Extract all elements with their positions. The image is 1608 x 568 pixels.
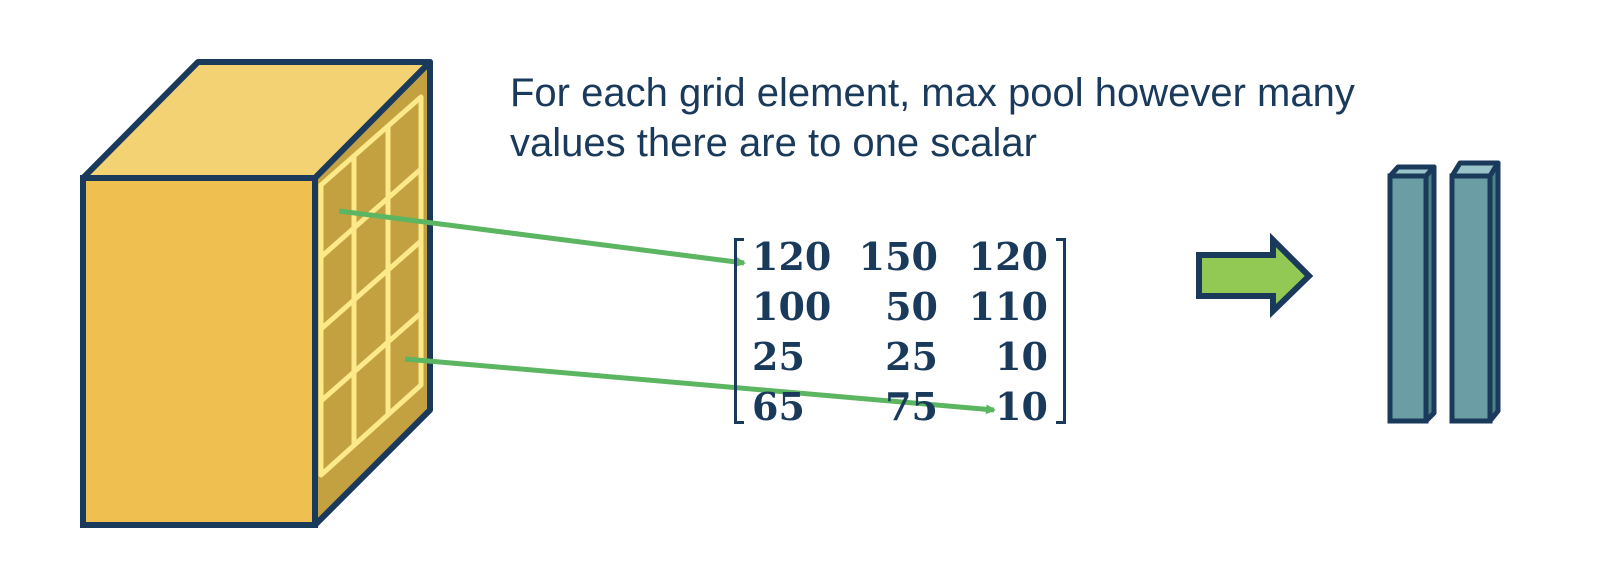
output-bar-2	[1452, 163, 1498, 421]
matrix-cell: 25	[752, 334, 805, 379]
slide-caption	[510, 68, 1490, 168]
matrix-cell: 120	[752, 234, 832, 279]
matrix-cell: 65	[752, 384, 805, 429]
matrix-cell: 150	[858, 234, 938, 279]
matrix-cell: 10	[995, 334, 1048, 379]
matrix-row	[752, 332, 1048, 382]
matrix-cell: 10	[995, 384, 1048, 429]
matrix-cell: 110	[968, 284, 1048, 329]
matrix-cell: 50	[885, 284, 938, 329]
matrix-cell: 75	[885, 384, 938, 429]
pooled-matrix	[734, 232, 1066, 428]
matrix-cell: 120	[968, 234, 1048, 279]
cube-front-face	[83, 178, 315, 525]
caption-line-2: values there are to one scalar	[510, 121, 1037, 165]
matrix-right-bracket	[1056, 238, 1066, 424]
caption-line-1: For each grid element, max pool however many	[510, 71, 1355, 115]
matrix-cell: 100	[752, 284, 832, 329]
matrix-cell: 25	[885, 334, 938, 379]
matrix-row	[752, 282, 1048, 332]
feature-cube-icon	[83, 62, 430, 525]
matrix-row	[752, 232, 1048, 282]
right-block-arrow-icon	[1199, 240, 1309, 311]
matrix-row	[752, 382, 1048, 432]
output-bar-1	[1390, 167, 1434, 421]
matrix-left-bracket	[734, 238, 744, 424]
